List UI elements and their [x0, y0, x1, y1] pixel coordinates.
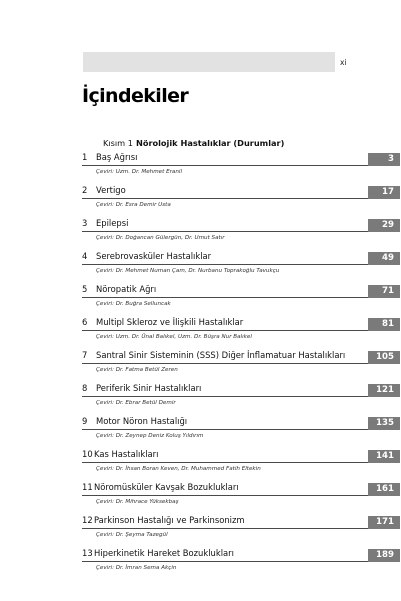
title-rule [82, 396, 368, 397]
chapter-translators: Çeviri: Dr. Mehmet Numan Çam, Dr. Nurbanu Toprakoğlu Tavukçu [96, 268, 280, 274]
chapter-number: 7 [82, 350, 88, 360]
toc-entry-title-row [82, 314, 400, 330]
toc-entry[interactable] [82, 248, 400, 281]
toc-entry-title-row [82, 545, 400, 561]
table-of-contents [82, 149, 400, 578]
toc-entry-title-row [82, 215, 400, 231]
chapter-translators: Çeviri: Dr. Mihrace Yüksekbaş [96, 499, 179, 505]
toc-entry[interactable] [82, 215, 400, 248]
chapter-title[interactable]: Multipl Skleroz ve İlişkili Hastalıklar [96, 317, 244, 327]
chapter-translators: Çeviri: Dr. Zeynep Deniz Koluş Yıldırım [96, 433, 204, 439]
section-part-label: Kısım 1 [103, 138, 133, 148]
chapter-number: 6 [82, 317, 88, 327]
chapter-title[interactable]: Vertigo [96, 185, 126, 195]
chapter-page-number[interactable]: 49 [368, 252, 400, 265]
chapter-title[interactable]: Kas Hastalıkları [94, 449, 159, 459]
title-rule [82, 561, 368, 562]
title-rule [82, 231, 368, 232]
toc-entry[interactable] [82, 545, 400, 578]
title-rule [82, 330, 368, 331]
toc-entry-title-row [82, 248, 400, 264]
chapter-title[interactable]: Periferik Sinir Hastalıkları [96, 383, 202, 393]
chapter-page-number[interactable]: 71 [368, 285, 400, 298]
chapter-translators: Çeviri: Dr. Doğancan Gülergün, Dr. Umut Satır [96, 235, 225, 241]
toc-entry-title-row [82, 149, 400, 165]
chapter-translators: Çeviri: Dr. Buğra Selluncak [96, 301, 171, 307]
chapter-translators: Çeviri: Dr. Fatma Betül Zeren [96, 367, 178, 373]
chapter-page-number[interactable]: 17 [368, 186, 400, 199]
chapter-title[interactable]: Motor Nöron Hastalığı [96, 416, 188, 426]
toc-entry[interactable] [82, 380, 400, 413]
chapter-page-number[interactable]: 121 [368, 384, 400, 397]
title-rule [82, 495, 368, 496]
toc-entry-title-row [82, 479, 400, 495]
chapter-title[interactable]: Nöropatik Ağrı [96, 284, 157, 294]
title-rule [82, 264, 368, 265]
chapter-number: 9 [82, 416, 88, 426]
section-heading [103, 138, 284, 148]
title-rule [82, 297, 368, 298]
chapter-page-number[interactable]: 135 [368, 417, 400, 430]
chapter-page-number[interactable]: 161 [368, 483, 400, 496]
chapter-translators: Çeviri: Dr. Esra Demir Usta [96, 202, 171, 208]
chapter-number: 5 [82, 284, 88, 294]
chapter-title[interactable]: Santral Sinir Sisteminin (SSS) Diğer İnflamatuar Hastalıkları [96, 350, 346, 360]
title-rule [82, 363, 368, 364]
title-rule [82, 165, 368, 166]
header-bar [83, 52, 335, 72]
chapter-number: 8 [82, 383, 88, 393]
chapter-translators: Çeviri: Dr. İhsan Boran Keven, Dr. Muhammed Fatih Eltekin [96, 466, 261, 472]
chapter-title[interactable]: Serebrovasküler Hastalıklar [96, 251, 212, 261]
chapter-number: 4 [82, 251, 88, 261]
chapter-title[interactable]: Baş Ağrısı [96, 152, 138, 162]
toc-entry[interactable] [82, 314, 400, 347]
chapter-number: 10 [82, 449, 93, 459]
chapter-number: 2 [82, 185, 88, 195]
chapter-translators: Çeviri: Dr. Şeyma Tazegül [96, 532, 168, 538]
toc-entry[interactable] [82, 182, 400, 215]
chapter-number: 11 [82, 482, 93, 492]
toc-entry-title-row [82, 380, 400, 396]
toc-entry[interactable] [82, 149, 400, 182]
page-title: İçindekiler [82, 85, 189, 107]
chapter-translators: Çeviri: Uzm. Dr. Mehmet Eranil [96, 169, 183, 175]
toc-entry[interactable] [82, 281, 400, 314]
title-rule [82, 462, 368, 463]
section-name: Nörolojik Hastalıklar (Durumlar) [135, 138, 285, 148]
chapter-page-number[interactable]: 29 [368, 219, 400, 232]
title-rule [82, 198, 368, 199]
toc-entry[interactable] [82, 512, 400, 545]
chapter-translators: Çeviri: Uzm. Dr. Ünal Balıkel, Uzm. Dr. Büşra Nur Balıkel [96, 334, 252, 340]
chapter-page-number[interactable]: 81 [368, 318, 400, 331]
title-rule [82, 429, 368, 430]
chapter-title[interactable]: Epilepsi [96, 218, 129, 228]
chapter-title[interactable]: Hiperkinetik Hareket Bozuklukları [94, 548, 234, 558]
toc-entry[interactable] [82, 446, 400, 479]
chapter-translators: Çeviri: Dr. Ebrar Betül Demir [96, 400, 176, 406]
chapter-title[interactable]: Nöromüsküler Kavşak Bozuklukları [94, 482, 239, 492]
toc-entry-title-row [82, 446, 400, 462]
chapter-page-number[interactable]: 189 [368, 549, 400, 562]
chapter-number: 3 [82, 218, 88, 228]
chapter-title[interactable]: Parkinson Hastalığı ve Parkinsonizm [94, 515, 245, 525]
toc-entry-title-row [82, 347, 400, 363]
chapter-translators: Çeviri: Dr. İmran Sema Akçin [96, 565, 177, 571]
chapter-page-number[interactable]: 171 [368, 516, 400, 529]
chapter-number: 13 [82, 548, 93, 558]
title-rule [82, 528, 368, 529]
toc-entry-title-row [82, 512, 400, 528]
toc-entry[interactable] [82, 347, 400, 380]
chapter-page-number[interactable]: 141 [368, 450, 400, 463]
toc-entry-title-row [82, 281, 400, 297]
toc-entry[interactable] [82, 479, 400, 512]
chapter-number: 1 [82, 152, 88, 162]
toc-entry[interactable] [82, 413, 400, 446]
chapter-page-number[interactable]: 3 [368, 153, 400, 166]
chapter-number: 12 [82, 515, 93, 525]
toc-entry-title-row [82, 413, 400, 429]
toc-entry-title-row [82, 182, 400, 198]
chapter-page-number[interactable]: 105 [368, 351, 400, 364]
page-number: xi [340, 58, 347, 67]
